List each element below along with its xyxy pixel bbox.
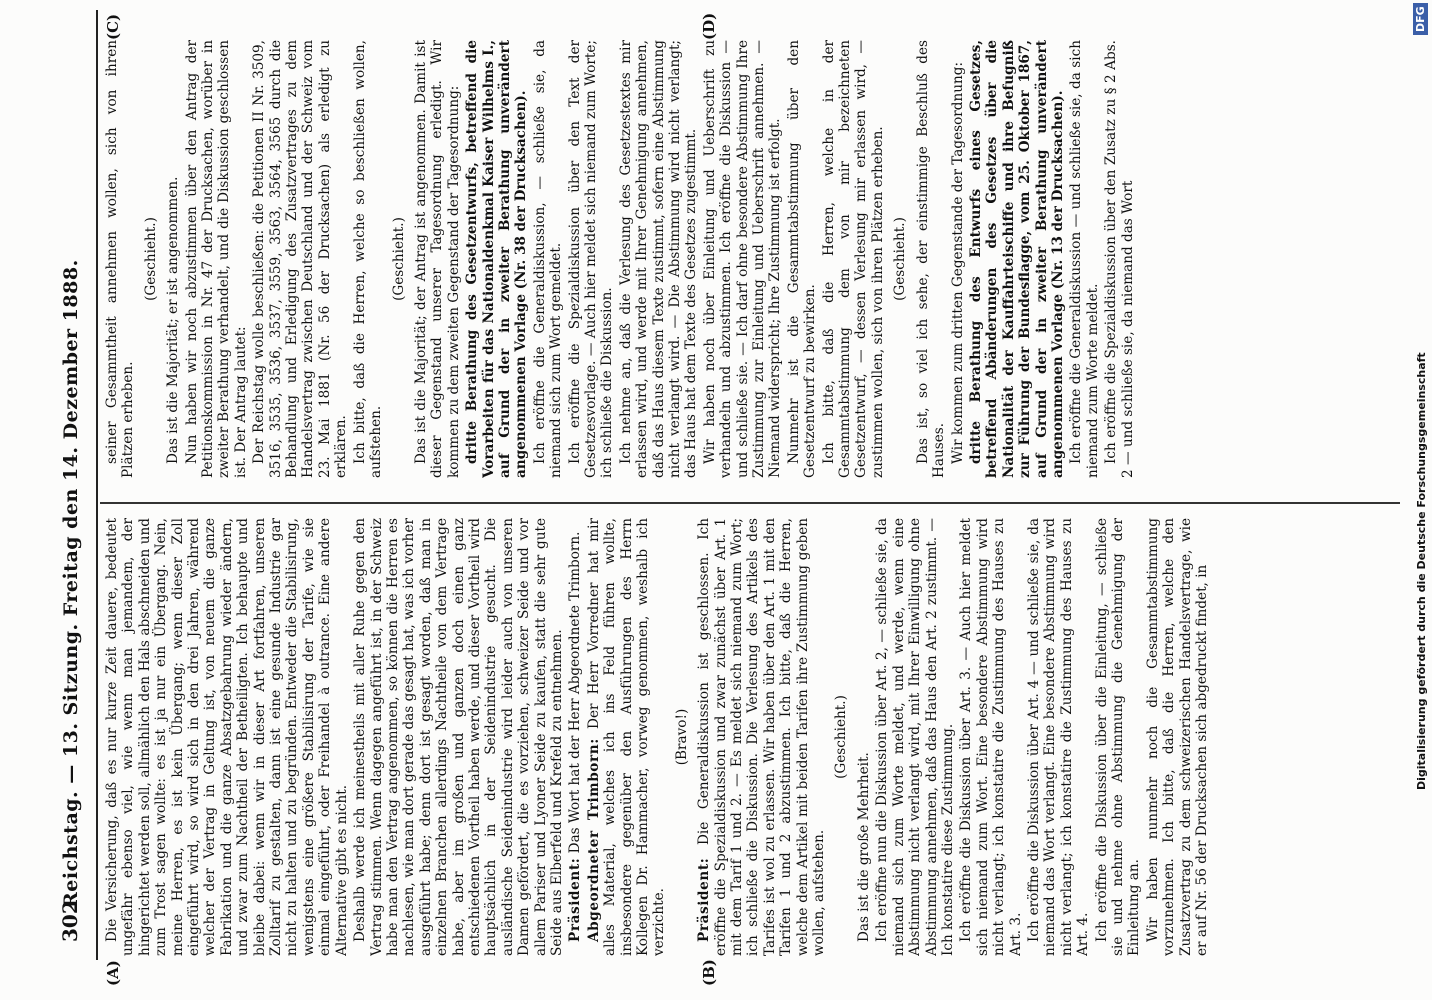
speech-trimborn	[586, 518, 668, 956]
paragraph: Ich eröffne die Diskussion über Art. 4 — und schließe sie, da niemand das Wort verlangt. Eine besondere Abstimmung wird nicht verlangt; ich konstatire die Zustimmung des Hauses zu Art. 4.	[1025, 518, 1092, 956]
speech-text: Die Generaldiskussion ist geschlossen. Ich eröffne die Spezialdiskussion und zwar zunächst über Art. 1 mit dem Tarif 1 und 2. — Es meldet sich niemand zum Wort; ich schließe die Diskussion. Die Verlesung des Artikels des Tarifes ist wol zu erlassen. Wir haben über den Art. 1 mit den Tarifen 1 und 2 abzustimmen. Ich bitte, daß die Herren, welche dem Artikel mit beiden Tarifen ihre Zustimmung geben wollen, aufstehen.	[696, 518, 828, 956]
paragraph: Ich eröffne die Spezialdiskussion über den Text der Gesetzesvorlage. — Auch hier meldet sich niemand zum Worte; ich schließe die Diskussion.	[566, 40, 616, 478]
agenda-item-2: dritte Berathung des Gesetzentwurfs, betreffend die Vorarbeiten für das Nationaldenkmal Kaiser Wilhelms I., auf Grund der in zweiter Berathung unverändert angenommenen Vorlage (Nr. 38 der Drucksachen).	[464, 40, 530, 478]
stamp-text: Digitalisierung gefördert durch die Deutsche Forschungsgemeinschaft	[1415, 352, 1428, 790]
paragraph: Nun haben wir noch abzustimmen über den Antrag der Petitionskommission in Nr. 47 der Drucksachen, worüber in zweiter Berathung verhandelt, und die Diskussion geschlossen ist. Der Antrag lautet:	[183, 40, 249, 478]
interjection: (Geschieht.)	[142, 217, 159, 301]
right-column	[104, 40, 1394, 478]
digitization-stamp	[1412, 0, 1432, 1000]
paragraph: Ich eröffne die Diskussion über Art. 3. — Auch hier meldet sich niemand zum Wort. Eine besondere Abstimmung wird nicht verlangt; ich konstatire die Zustimmung des Hauses zu Art. 3.	[958, 518, 1024, 956]
paragraph: Ich nehme an, daß die Verlesung des Gesetzestextes mir erlassen wird, und werde mit Ihrer Genehmigung annehmen, daß das Haus diesem Texte zustimmt, sofern eine Abstimmung nicht verlangt wird. — Die Abstimmung wird nicht verlangt; das Haus hat dem Texte des Gesetzes zugestimmt.	[617, 40, 700, 478]
left-column	[104, 518, 1394, 956]
interjection: (Geschieht.)	[833, 695, 850, 779]
paragraph: Die Versicherung, daß es nur kurze Zeit dauere, bedeutet ungefähr ebenso viel, wie wenn man jemandem, der hingerichtet werden soll, allmählich den Hals abschneiden und zum Trost sagen wollte: es ist ja nur ein Übergang. Nein, meine Herren, es ist kein Übergang; wenn dieser Zoll eingeführt wird, so wird sich in den drei Jahren, während welcher der Vertrag in Geltung ist, von neuem die ganze Fabrikation und die ganze Absatzgebahrung wieder ändern, und zwar zum Nachtheil der Betheiligten. Ich behaupte und bleibe dabei: wenn wir in dieser Art fortfahren, unseren Zolltarif zu gestalten, dann ist eine gesunde Industrie gar nicht zu halten und zu begründen. Entweder die Stabilisirung, wenigstens eine größere Stabilisirung der Tarife, wie sie einmal eingeführt, oder Freihandel à outrance. Eine andere Alternative gibt es nicht.	[104, 518, 350, 956]
paragraph: Ich eröffne nun die Diskussion über Art. 2, — schließe sie, da niemand sich zum Worte meldet, und werde, wenn eine Abstimmung nicht verlangt wird, mit Ihrer Einwilligung ohne Abstimmung annehmen, daß das Haus den Art. 2 zustimmt. — Ich konstatire diese Zustimmung.	[874, 518, 956, 956]
header-rule	[96, 10, 98, 960]
margin-letter-a: (A)	[104, 960, 122, 986]
interjection: (Bravo!)	[673, 708, 690, 766]
speaker-name: Abgeordneter Trimborn:	[585, 738, 602, 942]
speech-president-2	[696, 518, 827, 956]
paragraph: Deshalb werde ich meinestheils mit aller Ruhe gegen den Vertrag stimmen. Wenn dagegen angeführt ist, in der Schweiz habe man den Vertrag angenommen, so können die Herren es nachlesen, wie man dort gerade das gesagt hat, was ich vorher ausgeführt habe; denn dort ist gesagt worden, daß man in einzelnen Branchen allerdings Nachtheile von dem Vertrage habe, aber im großen und ganzen doch einen ganz entschiedenen Vortheil haben werde, und dieser Vortheil wird hauptsächlich in der Seidenindustrie gesucht. Die ausländische Seidenindustrie wird leider auch von unseren Damen gefördert, die es vorziehen, schweizer Seide und vor allem Pariser und Lyoner Seide zu kaufen, statt die sehr gute Seide aus Elberfeld und Krefeld zu entnehmen.	[352, 518, 565, 956]
page-number: 302	[58, 900, 82, 942]
paragraph: Wir haben nunmehr noch die Gesammtabstimmung vorzunehmen. Ich bitte, daß die Herren, welche den Zusatzvertrag zu dem schweizerischen Handelsvertrage, wie er auf Nr. 56 der Drucksachen sich abgedruckt findet, in	[1144, 518, 1210, 956]
paragraph: Ich bitte, daß die Herren, welche in der Gesammtabstimmung dem von mir bezeichneten Gesetzentwurf, — dessen Verlesung mir erlassen wird, — zustimmen wollen, sich von ihren Plätzen erheben.	[820, 40, 886, 478]
column-divider	[100, 503, 1400, 505]
speech-president-1	[567, 518, 583, 956]
speaker-name: Präsident:	[567, 857, 584, 942]
paragraph: Das ist die große Mehrheit.	[855, 752, 872, 942]
paragraph: Ich eröffne die Generaldiskussion — und schließe sie, da sich niemand zum Worte meldet.	[1068, 40, 1101, 478]
agenda-item-3: dritte Berathung des Entwurfs eines Gesetzes, betreffend Abänderungen des Gesetzes über die Nationalität der Kauffahrteischiffe und ihre Befugniß zur Führung der Bundesflagge, vom 25. Oktober 1867, auf Grund der in zweiter Berathung unverändert angenommenen Vorlage (Nr. 13 der Drucksachen).	[967, 40, 1066, 478]
paragraph: Ich eröffne die Generaldiskussion, — schließe sie, da niemand sich zum Wort gemeldet.	[531, 40, 565, 478]
dfg-logo: DFG	[1413, 3, 1428, 35]
margin-letter-c: (C)	[104, 13, 122, 40]
speech-text: Der Herr Vorredner hat mir alles Material, welches ich ins Feld führen wollte, insbesondere gegenüber den Ausführungen des Herrn Kollegen Dr. Hammacher, vorweg genommen, weshalb ich verzichte.	[585, 518, 668, 956]
speech-text: Das Wort hat der Herr Abgeordnete Trimborn.	[567, 531, 584, 854]
motion-text: Der Reichstag wolle beschließen: die Petitionen II Nr. 3509, 3516, 3535, 3536, 3537, 3559, 3563, 3564, 3565 durch die Behandlung und Erledigung des Zusatzvertrages zu dem Handelsvertrag zwischen Deutschland und der Schweiz vom 23. Mai 1881 (Nr. 56 der Drucksachen) als erledigt zu erklären.	[251, 40, 350, 478]
paragraph: Wir kommen zum dritten Gegenstande der Tagesordnung:	[949, 61, 966, 464]
paragraph: Nunmehr ist die Gesammtabstimmung über den Gesetzentwurf zu bewirken.	[785, 40, 819, 478]
paragraph: Wir haben noch über Einleitung und Ueberschrift zu verhandeln und abzustimmen. Ich eröffne die Diskussion — und schließe sie. — Ich darf ohne besondere Abstimmung Ihre Zustimmung zur Einleitung und Ueberschrift annehmen. — Niemand widerspricht; Ihre Zustimmung ist erfolgt.	[701, 40, 784, 478]
paragraph: Ich eröffne die Diskussion über die Einleitung, — schließe sie und nehme ohne Abstimmung die Genehmigung der Einleitung an.	[1093, 518, 1143, 956]
running-title: Reichstag. — 13. Sitzung. Freitag den 14. Dezember 1888.	[60, 259, 82, 908]
paragraph: Das ist die Majorität; der Antrag ist angenommen. Damit ist dieser Gegenstand unserer Tagesordnung erledigt. Wir kommen zu dem zweiten Gegenstand der Tagesordnung:	[412, 40, 462, 478]
page-header	[52, 0, 92, 1000]
interjection: (Geschieht.)	[390, 217, 407, 301]
margin-letter-b: (B)	[700, 959, 718, 986]
paragraph: seiner Gesammtheit annehmen wollen, sich von ihren Plätzen erheben.	[104, 40, 137, 478]
paragraph: Ich bitte, daß die Herren, welche so beschließen wollen, aufstehen.	[351, 40, 385, 478]
speaker-name: Präsident:	[696, 857, 713, 942]
margin-letter-d: (D)	[700, 12, 718, 40]
paragraph: Ich eröffne die Spezialdiskussion über den Zusatz zu § 2 Abs. 2 — und schließe sie, da niemand das Wort	[1103, 40, 1136, 478]
interjection: (Geschieht.)	[892, 217, 909, 301]
paragraph: Das ist, so viel ich sehe, der einstimmige Beschluß des Hauses.	[914, 40, 948, 478]
paragraph: Das ist die Majorität; er ist angenommen.	[165, 176, 182, 464]
